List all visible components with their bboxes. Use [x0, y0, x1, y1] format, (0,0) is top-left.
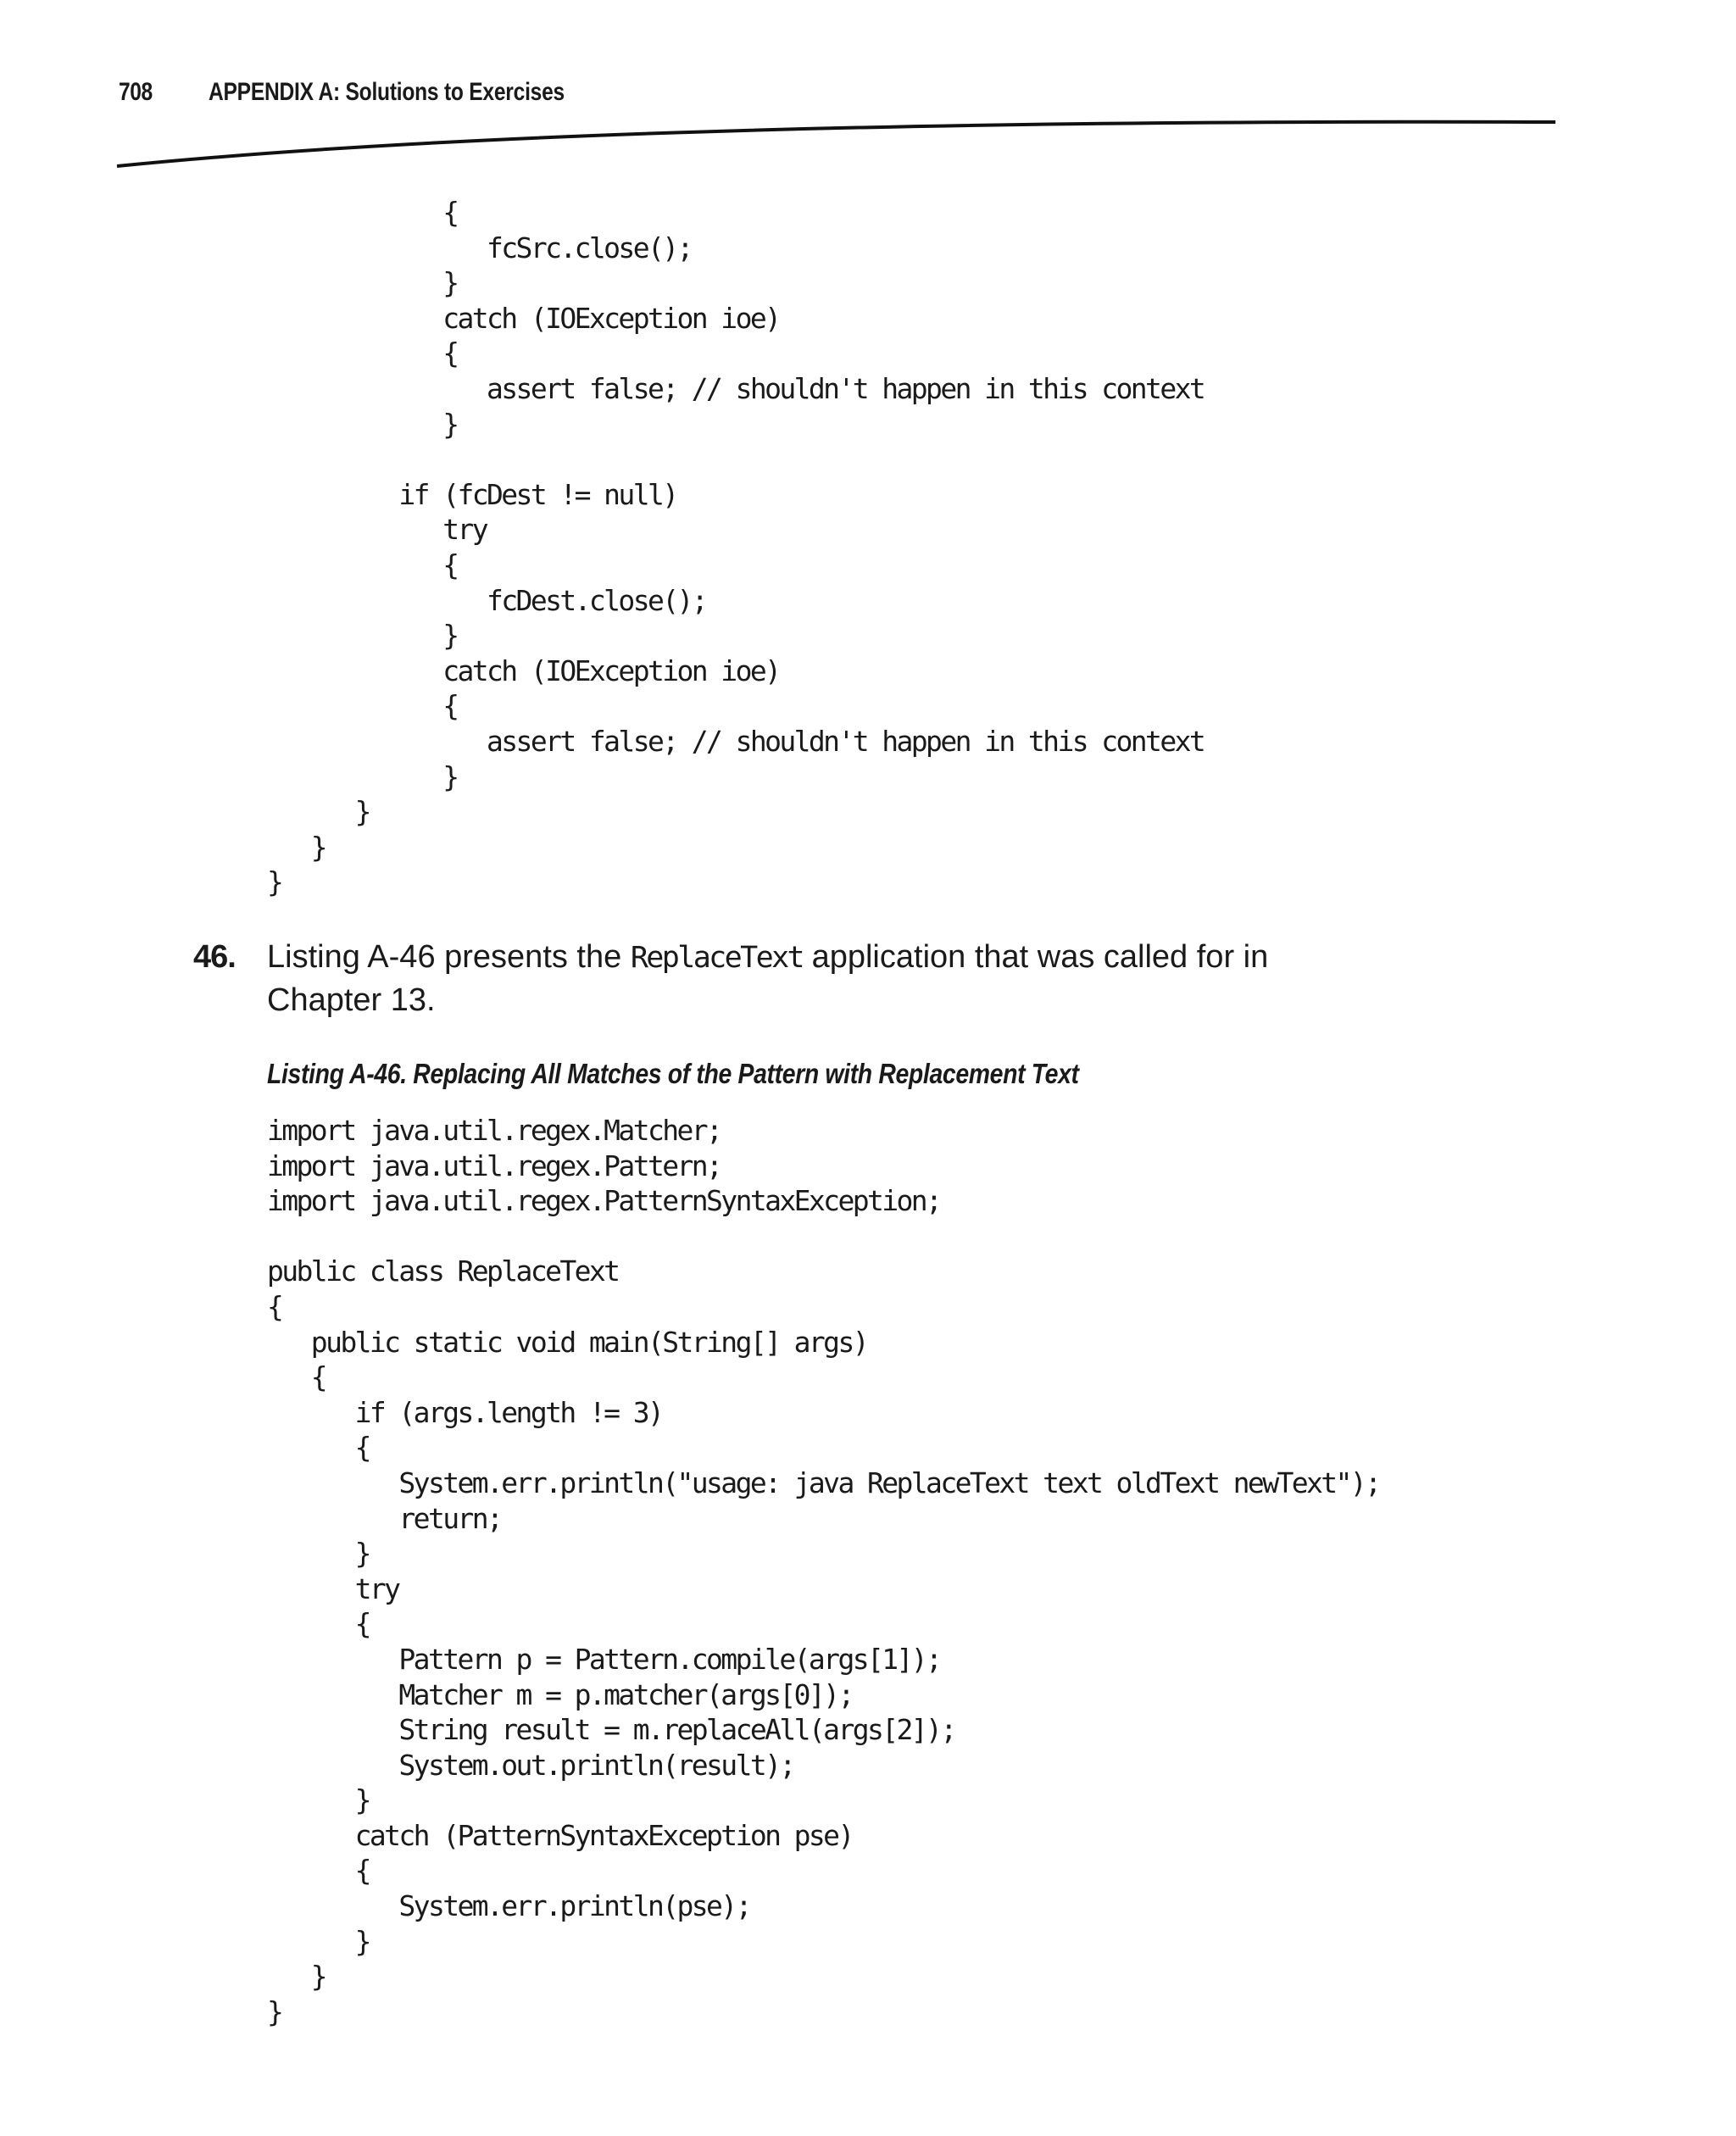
- page-header: [0, 78, 1736, 112]
- running-head: APPENDIX A: Solutions to Exercises: [209, 78, 565, 106]
- page-number: 708: [119, 78, 153, 106]
- exercise-text-after: application that was called for in Chapter 13.: [267, 939, 1269, 1018]
- header-rule: [0, 110, 1736, 178]
- exercise-code-term: ReplaceText: [630, 941, 804, 975]
- listing-caption: Listing A-46. Replacing All Matches of the Pattern with Replacement Text: [267, 1058, 1079, 1089]
- exercise-number: 46.: [193, 939, 236, 975]
- exercise-text: [267, 936, 1386, 1021]
- code-block-continuation: { fcSrc.close(); } catch (IOException ioe) { assert false; // shouldn't happen in this context } if (fcDest != null) try { fcDest.close(); } catch (IOException ioe) { assert false; // shouldn't happen in this context } } } }: [267, 196, 1205, 899]
- code-block-listing: import java.util.regex.Matcher; import java.util.regex.Pattern; import java.util.regex.PatternSyntaxException; public class ReplaceText { public static void main(String[] args) { if (args.length != 3) { System.err.println("usage: java ReplaceText text oldText newText"); return; } try { Pattern p = Pattern.compile(args[1]); Matcher m = p.matcher(args[0]); String result = m.replaceAll(args[2]); System.out.println(result); } catch (PatternSyntaxException pse) { System.err.println(pse); } } }: [267, 1114, 1380, 2028]
- exercise-text-before: Listing A-46 presents the: [267, 939, 631, 975]
